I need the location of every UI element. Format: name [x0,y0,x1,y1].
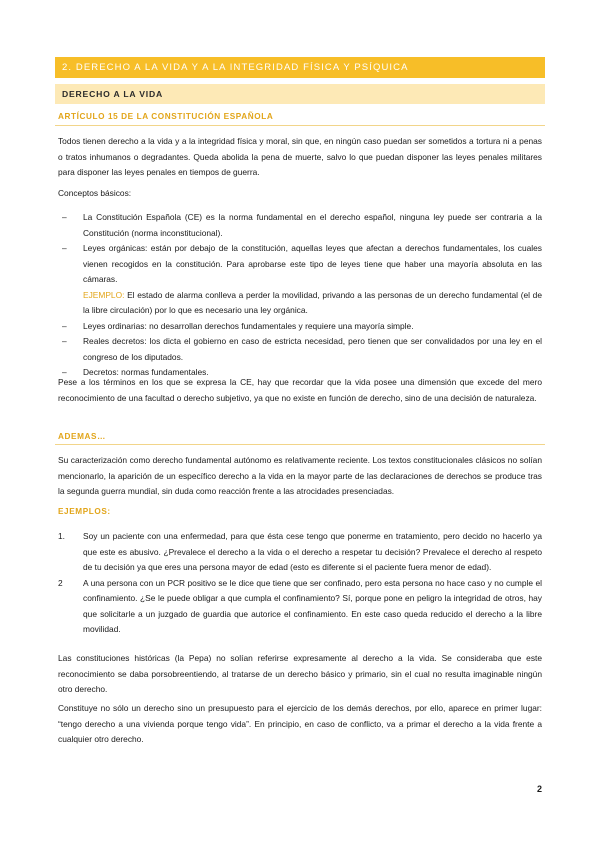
bullet-dash: – [62,336,67,346]
list-item [58,529,542,576]
historic-paragraph: Las constituciones históricas (la Pepa) no solían referirse expresamente al derecho a la vida. Se consideraba que este reconocimiento se daba porsobreentiendo, al tratarse de un derecho básico y primario, sin el cual no resulta imaginable ningún otro derecho. [58,653,542,694]
bullet-dash: – [62,212,67,222]
list-item [58,334,542,365]
ejemplo-text: A una persona con un PCR positivo se le dice que tiene que ser confinado, pero esta persona no hace caso y no cumple el confinamiento. ¿Se le puede obligar a que cumpla el confinamiento? Sí, porque pone en peligro la integridad de otros, hay que solicitarle a un juzgado de guardia que autorice el confinamiento. En este caso queda reducido el derecho a la libre movilidad. [83,577,542,634]
list-item [58,576,542,638]
ejemplo-text: Soy un paciente con una enfermedad, para que ésta cese tengo que ponerme en tratamiento, pero decido no hacerlo ya que este es abusivo. ¿Prevalece el derecho a la vida o el derecho a respetar tu decisión? Prevalece el derecho al respeto de tu decisión ya que eres una persona mayor de edad (esto es diferente si el paciente fuera menor de edad). [83,531,542,572]
concept-text: Reales decretos: los dicta el gobierno en caso de estricta necesidad, pero tienen que ser convalidados por una ley en el congreso de los diputados. [83,336,542,362]
page-number: 2 [537,784,543,794]
heading-rule [55,444,545,445]
concepts-list [58,210,542,381]
concept-example [83,288,542,319]
ejemplos-heading: EJEMPLOS: [58,507,111,516]
example-text: El estado de alarma conlleva a perder la movilidad, privando a las personas de un derecho fundamental (el de la libre circulación) por lo que es necesario una ley orgánica. [83,289,542,315]
item-number: 2 [58,577,63,588]
concepts-intro: Conceptos básicos: [58,188,132,198]
example-label: EJEMPLO: [83,289,125,300]
bullet-dash: – [62,243,67,253]
item-number: 1. [58,531,65,541]
list-item [58,319,542,335]
ejemplos-list [58,529,542,638]
terms-paragraph: Pese a los términos en los que se expresa la CE, hay que recordar que la vida posee una dimensión que excede del mero reconocimiento de una facultad o derecho subjetivo, ya que no existe en función de derecho, sino de una decisión de naturaleza. [58,377,542,403]
ademas-text: Su caracterización como derecho fundamental autónomo es relativamente reciente. Los textos constitucionales clásicos no solían mencionarlo, la aparición de un específico derecho a la vida en la mayor parte de las declaraciones de derechos se produce tras la segunda guerra mundial, sin duda como reacción frente a las atrocidades presenciadas. [58,455,542,496]
bullet-dash: – [62,367,67,377]
concept-text: Decretos: normas fundamentales. [83,367,209,377]
concept-text: Leyes ordinarias: no desarrollan derechos fundamentales y requiere una mayoría simple. [83,320,414,331]
chapter-title: 2. DERECHO A LA VIDA Y A LA INTEGRIDAD FÍSICA Y PSÍQUICA [55,57,545,78]
ademas-heading: ADEMAS… [58,432,106,441]
list-item [58,241,542,319]
list-item [58,210,542,241]
bullet-dash: – [62,320,67,331]
section-title: DERECHO A LA VIDA [55,84,545,104]
article-heading: ARTÍCULO 15 DE LA CONSTITUCIÓN ESPAÑOLA [58,112,274,121]
concept-text: Leyes orgánicas: están por debajo de la constitución, aquellas leyes que afectan a derechos fundamentales, los cuales vienen recogidos en la constitución. Para aprobarse este tipo de leyes tiene que haber una mayoría absoluta en las cámaras. [83,243,542,284]
article-text: Todos tienen derecho a la vida y a la integridad física y moral, sin que, en ningún caso puedan ser sometidos a tortura ni a penas o tratos inhumanos o degradantes. Queda abolida la pena de muerte, salvo lo que puedan disponer las leyes penales militares para disponer las leyes penales en tiempos de guerra. [58,136,542,177]
heading-rule [55,125,545,126]
concept-text: La Constitución Española (CE) es la norma fundamental en el derecho español, ninguna ley puede ser contraria a la Constitución (norma inconstitucional). [83,212,542,238]
final-paragraph: Constituye no sólo un derecho sino un presupuesto para el ejercicio de los demás derechos, por ello, aparece en primer lugar: “tengo derecho a una vivienda porque tengo vida”. En principio, en caso de conflicto, va a primar el derecho a la vida frente a cualquier otro derecho. [58,703,542,744]
